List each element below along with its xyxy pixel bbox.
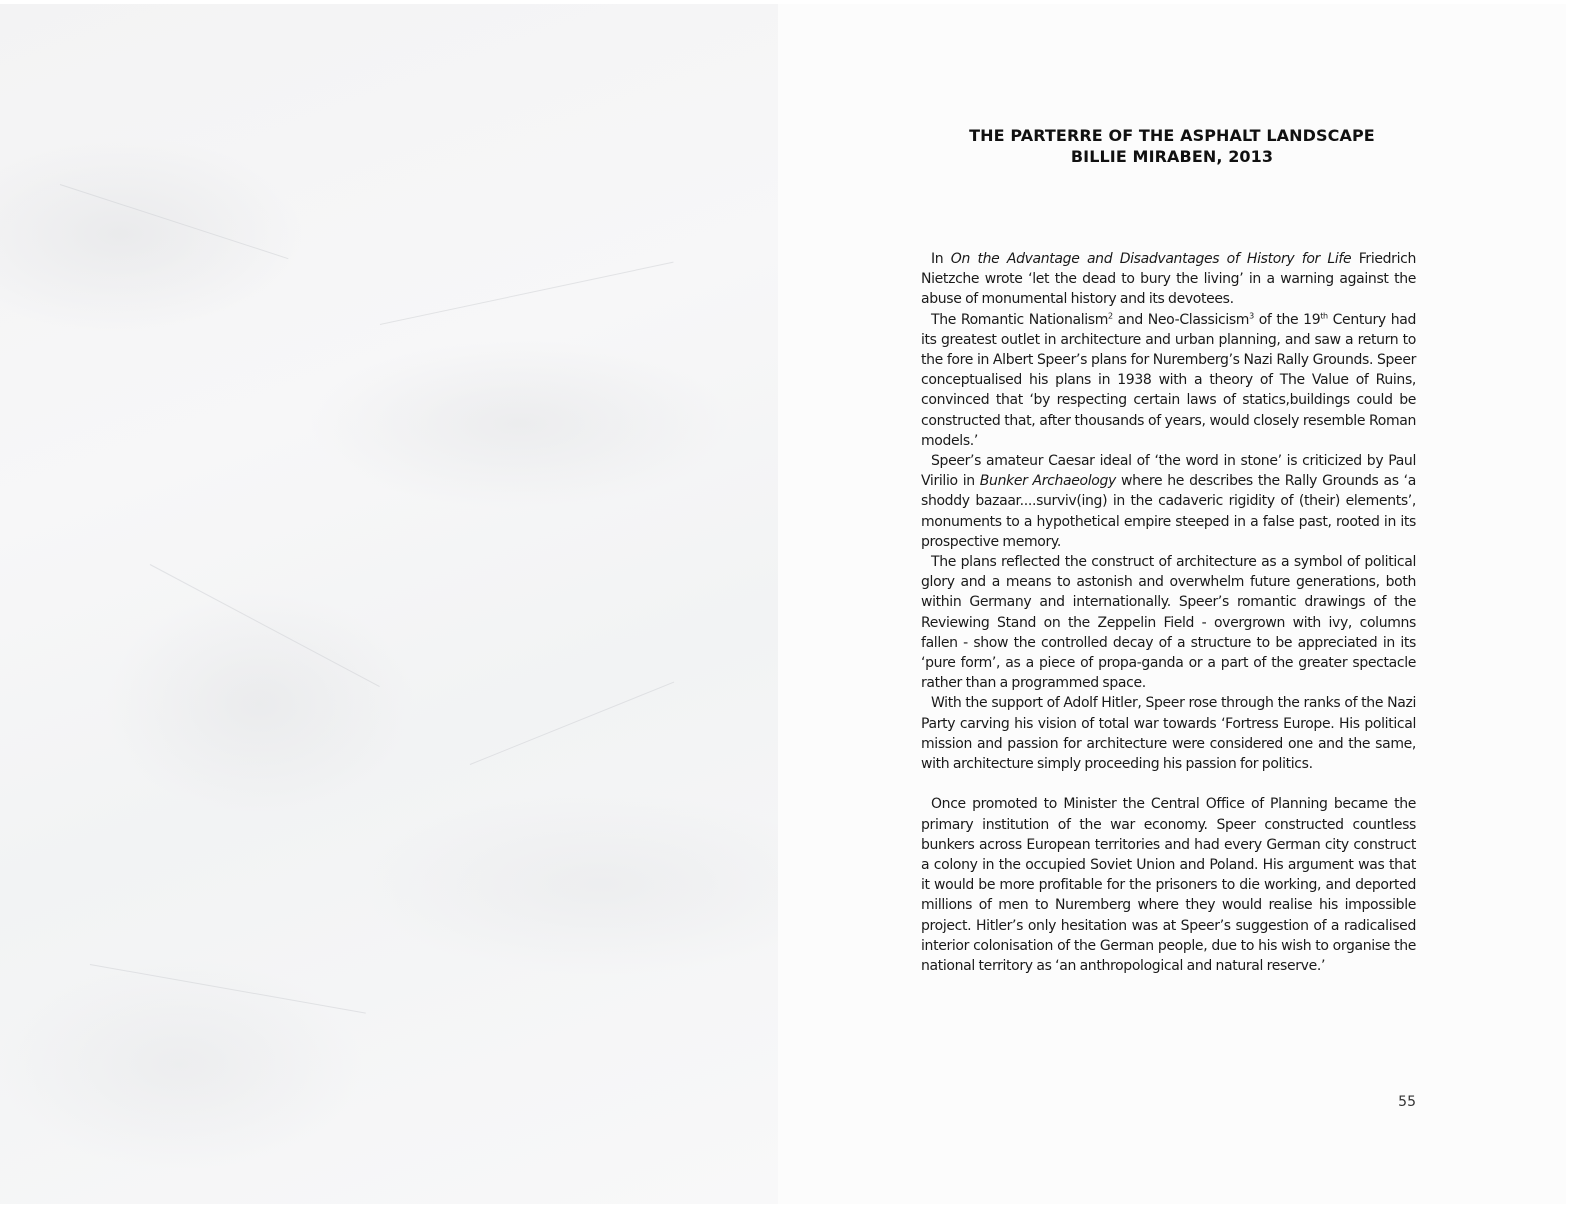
article-title-block	[778, 125, 1566, 167]
left-page-marble-texture	[0, 4, 778, 1204]
page-number: 55	[1398, 1094, 1416, 1110]
article-title: THE PARTERRE OF THE ASPHALT LANDSCAPE	[969, 126, 1375, 145]
paragraph-3: Speer’s amateur Caesar ideal of ‘the word in stone’ is criticized by Paul Virilio in Bunker Archaeology where he describes the Rally Grounds as ‘a shoddy bazaar....surviv(ing) in the cadaveric rigidity of (their) elements’, monuments to a hypothetical empire steeped in a false past, rooted in its prospective memory.	[921, 453, 1417, 550]
paragraph-4: The plans reflected the construct of architecture as a symbol of political glory and a means to astonish and overwhelm future generations, both within Germany and internationally. Speer’s romantic drawings of the Reviewing Stand on the Zeppelin Field - overgrown with ivy, columns fallen - show the controlled decay of a structure to be appreciated in its ‘pure form’, as a piece of propa-ganda or a part of the greater spectacle rather than a programmed space.	[921, 554, 1416, 692]
marble-vein	[380, 262, 674, 325]
paragraph-5: With the support of Adolf Hitler, Speer rose through the ranks of the Nazi Party carving his vision of total war towards ‘Fortress Europe. His political mission and passion for architecture were considered one and the same, with architecture simply proceeding his passion for politics.	[921, 695, 1416, 773]
marble-vein	[470, 682, 674, 765]
book-title-italic: Bunker Archaeology	[979, 473, 1116, 490]
article-author-year: BILLIE MIRABEN, 2013	[1070, 147, 1274, 166]
footnote-ref: 3	[1249, 310, 1254, 320]
marble-vein	[90, 964, 366, 1014]
book-title-italic: On the Advantage and Disadvantages of History for Life	[950, 251, 1352, 267]
marble-vein	[150, 564, 380, 687]
ordinal-suffix: th	[1320, 310, 1328, 320]
paragraph-6: Once promoted to Minister the Central Office of Planning became the primary institution of the war economy. Speer constructed countless bunkers across European territories and had every German city construct a colony in the occupied Soviet Union and Poland. His argument was that it would be more profitable for the prisoners to die working, and deported millions of men to Nuremberg where they would realise his impossible project. Hitler’s only hesitation was at Speer’s suggestion of a radicalised interior colonisation of the German people, due to his wish to organise the national territory as ‘an anthropological and natural reserve.’	[921, 796, 1416, 975]
article-body	[921, 249, 1416, 976]
right-page	[778, 4, 1566, 1204]
marble-vein	[60, 184, 289, 259]
footnote-ref: 2	[1108, 310, 1113, 320]
paragraph-2: The Romantic Nationalism$^2$ and Neo-Classicism$^3$ of the 19th Century had its greatest outlet in architecture and urban planning, and saw a return to the fore in Albert Speer’s plans for Nuremberg’s Nazi Rally Grounds. Speer conceptualised his plans in 1938 with a theory of The Value of Ruins, convinced that ‘by respecting certain laws of statics,buildings could be constructed that, after thousands of years, would closely resemble Roman models.’	[921, 310, 1416, 449]
paragraph-1: In On the Advantage and Disadvantages of History for Life Friedrich Nietzche wrote ‘let the dead to bury the living’ in a warning against the abuse of monumental history and its devotees.	[921, 251, 1416, 308]
